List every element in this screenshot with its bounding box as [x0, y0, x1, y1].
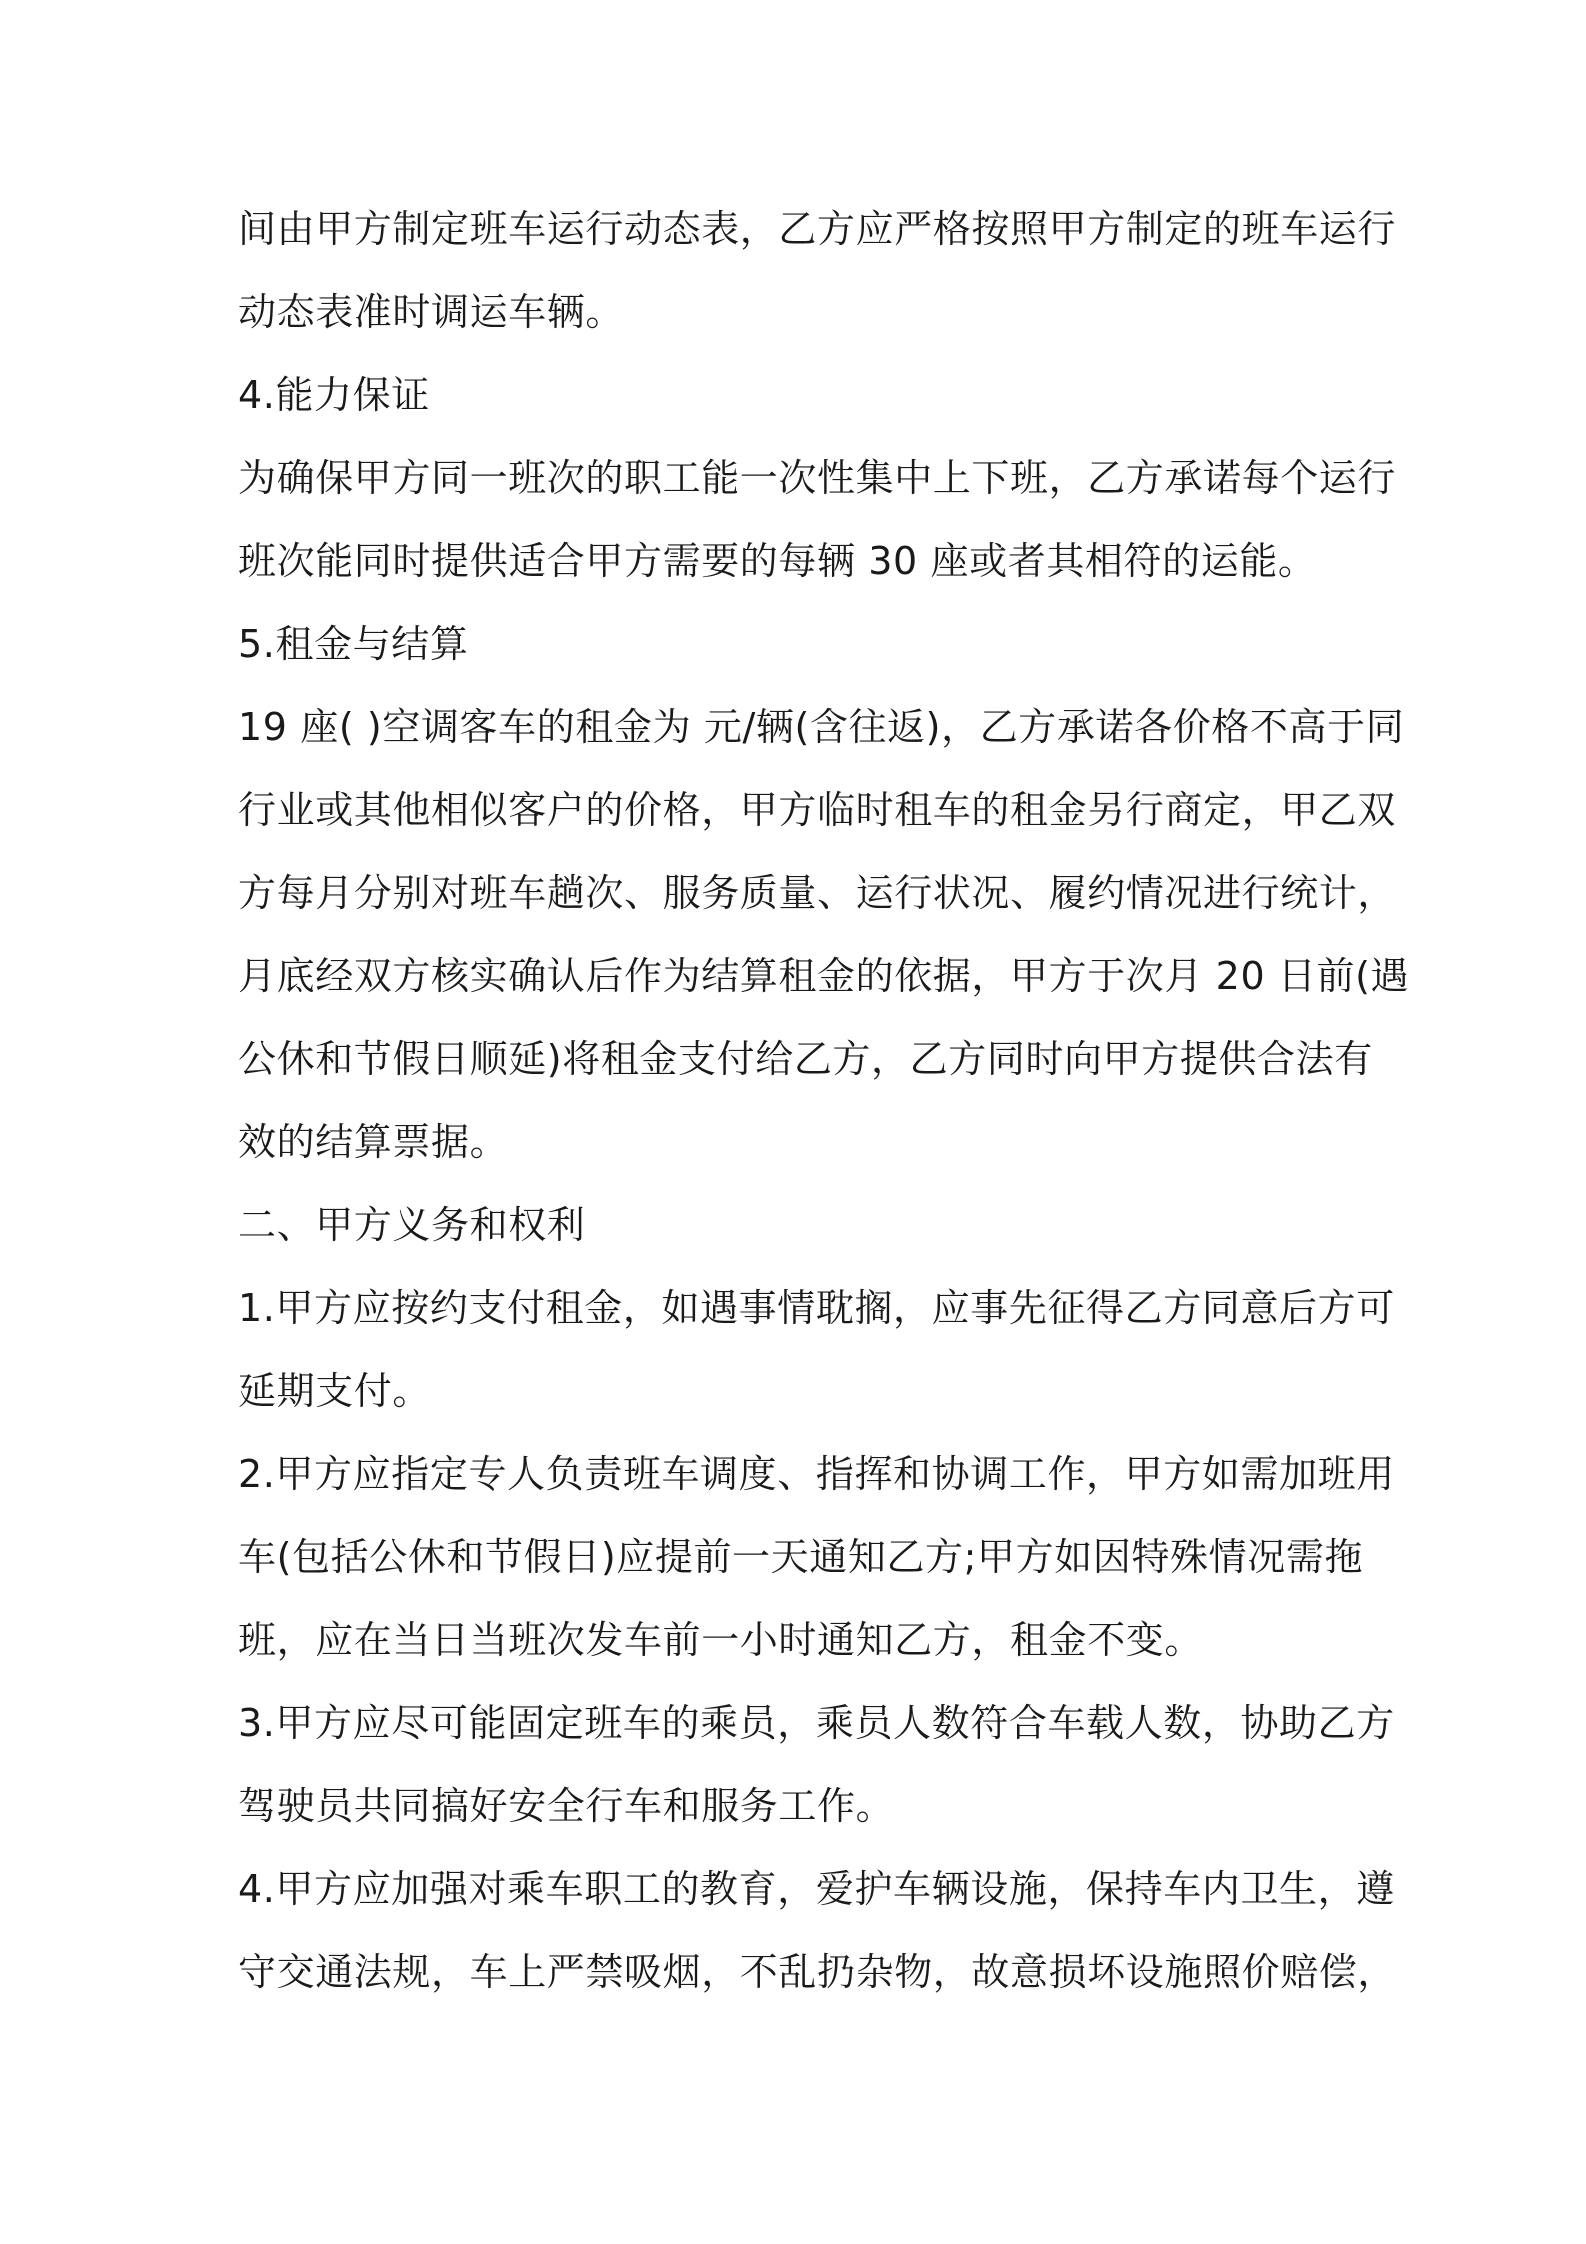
text-line: 19 座( )空调客车的租金为 元/辆(含往返)，乙方承诺各价格不高于同 — [238, 705, 1405, 749]
text-line: 守交通法规，车上严禁吸烟，不乱扔杂物，故意损坏设施照价赔偿， — [238, 1950, 1397, 1994]
section-heading: 二、甲方义务和权利 — [238, 1203, 586, 1247]
text-line: 车(包括公休和节假日)应提前一天通知乙方;甲方如因特殊情况需拖 — [238, 1535, 1364, 1579]
text-line: 延期支付。 — [238, 1369, 432, 1413]
text-line: 为确保甲方同一班次的职工能一次性集中上下班，乙方承诺每个运行 — [238, 456, 1397, 500]
text-line: 效的结算票据。 — [238, 1120, 509, 1164]
text-line: 2.甲方应指定专人负责班车调度、指挥和协调工作，甲方如需加班用 — [238, 1452, 1395, 1496]
text-line: 动态表准时调运车辆。 — [238, 290, 625, 334]
text-line: 班次能同时提供适合甲方需要的每辆 30 座或者其相符的运能。 — [238, 539, 1317, 583]
text-line: 月底经双方核实确认后作为结算租金的依据，甲方于次月 20 日前(遇 — [238, 954, 1410, 998]
text-line: 1.甲方应按约支付租金，如遇事情耽搁，应事先征得乙方同意后方可 — [238, 1286, 1395, 1330]
text-line: 间由甲方制定班车运行动态表，乙方应严格按照甲方制定的班车运行 — [238, 207, 1397, 251]
text-line: 公休和节假日顺延)将租金支付给乙方，乙方同时向甲方提供合法有 — [238, 1037, 1373, 1081]
text-line: 驾驶员共同搞好安全行车和服务工作。 — [238, 1784, 895, 1828]
text-line: 方每月分别对班车趟次、服务质量、运行状况、履约情况进行统计， — [238, 871, 1397, 915]
text-line: 行业或其他相似客户的价格，甲方临时租车的租金另行商定，甲乙双 — [238, 788, 1397, 832]
text-line: 4.甲方应加强对乘车职工的教育，爱护车辆设施，保持车内卫生，遵 — [238, 1867, 1395, 1911]
text-line: 3.甲方应尽可能固定班车的乘员，乘员人数符合车载人数，协助乙方 — [238, 1701, 1395, 1745]
text-line: 班，应在当日当班次发车前一小时通知乙方，租金不变。 — [238, 1618, 1204, 1662]
section-heading: 5.租金与结算 — [238, 622, 469, 666]
section-heading: 4.能力保证 — [238, 373, 430, 417]
